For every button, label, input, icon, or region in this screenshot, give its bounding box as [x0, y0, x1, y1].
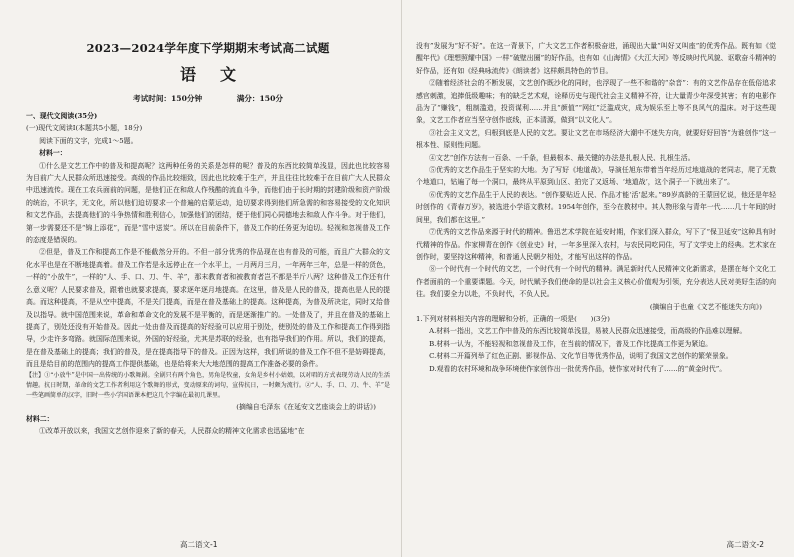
- material-1-source: (摘编自毛泽东《在延安文艺座谈会上的讲话》): [236, 402, 376, 411]
- material-2-paragraph-1: ①改革开放以来，我国文艺创作迎来了新的春天，人民群众的精神文化需求也迅猛地“在: [39, 427, 305, 436]
- question-1-option-c: C.材料二开篇列举了红色正剧、影视作品、文化节目等优秀作品，说明了我国文艺创作的繁荣景象。: [429, 352, 733, 361]
- exam-title: 2023—2024学年度下学期期末考试高二试题: [86, 41, 330, 55]
- section-heading: 一、现代文阅读(35分): [26, 112, 98, 120]
- reading-instruction: 阅读下面的文字，完成1～5题。: [39, 136, 138, 145]
- material-1-paragraph-2: ②但是，普及工作和提高工作是不能截然分开的。不但一部分优秀的作品现在也有普及的可能，而且广大群众的文化水平也是在不断地提高着。普及工作若是永远停止在一个水平上，一月两月三月，一年两年三年，总是一样的货色，一样的“小放牛”，一样的“人、手、口、刀、牛、羊”，那末教育者和被教育者岂不都是半斤八两？这种普及工作还有什么意义呢？人民要求普及，跟着也就要求提高，要求逐年逐月地提高。在这里，普及是人民的普及，提高也是人民的提高。而这种提高，不是从空中提高，不是关门提高，而是在普及基础上的提高。这种提高，为普及所决定，同时又给普及以指导。就中国范围来说，革命和革命文化的发展不是平衡的，而是逐渐推广的。一处普及了，并且在普及的基础上提高了，别处还没有开始普及。因此一处由普及而提高的好经验可以应用于别处，使别处的普及工作和提高工作得到指导，少走许多弯路。就国际范围来说，外国的好经验，尤其是苏联的经验，也有指导我们的作用。所以，我们的提高，是在普及基础上的提高；我们的普及，是在提高指导下的普及。正因为这样，我们所说的普及工作不但不是妨碍提高，而且是给目前的范围内的提高工作提供基础，也是给将来大大地范围的提高工作准备必要的条件。: [26, 248, 390, 369]
- material-1-label: 材料一：: [39, 149, 67, 158]
- material-2-paragraph-7: ⑦优秀的文艺作品来源于时代的精神。鲁迅艺术学院在延安时期，作家们深入群众，写下了“保卫延安”这种具有时代精神的作品。作家柳青在创作《创业史》时，一年多里深入农村，与农民同吃同住，写了文学史上的经典。艺术家在创作时，要坚持这种精神，和普通人民朝夕相处，才能写出这样的作品。: [416, 228, 776, 261]
- page-number-left: 高二语文-1: [180, 540, 218, 549]
- exam-time: 考试时间：150分钟: [133, 94, 203, 103]
- material-2-source: (摘编自于也童《文艺不能迷失方向》): [649, 302, 762, 311]
- material-2-paragraph-8: ⑧一个时代有一个时代的文艺，一个时代有一个时代的精神。满足新时代人民精神文化新需求，是摆在每个文化工作者面前的一个重要课题。今天，时代赋予我们使命的是以社会主义核心价值观为引领，充分表达人民对美好生活的向往。我们要全力以赴，不负时代，不负人民。: [416, 265, 776, 299]
- material-2-paragraph-3: ③社会主义文艺，归根到底是人民的文艺。要让文艺在市场经济大潮中不迷失方向，就要好好回答“为谁创作”这一根本性、原则性问题。: [416, 128, 776, 150]
- material-2-paragraph-1-cont: 没有”发展为“好不好”。在这一背景下，广大文艺工作者积极奋进，涌现出大量“叫好又叫座”的优秀作品。既有如《觉醒年代》《理想照耀中国》一样“破壁出圈”的好作品，也有如《山海情》《大江大河》等反映时代风貌、讴歌奋斗精神的好作品，还有如《经典咏流传》《朗读者》这样颇具特色的节目。: [416, 42, 776, 75]
- question-1-option-d: D.观看的农村环境和战争环境使作家创作出一批优秀作品，使作家对时代有了……的“黄金时代”。: [429, 364, 727, 373]
- right-page: [402, 0, 794, 557]
- footnote: 【注】①“小放牛”是中国一出传统的小歌舞剧。全剧只有两个角色，男角是牧童，女角是乡村小姑娘，以对唱的方式表现劳动人民的生活情趣。抗日时期，革命的文艺工作者利用这个歌舞的形式，变动原来的词句，宣传抗日，一时颇为流行。②“人、手、口、刀、牛、羊”是一些笔画简单的汉字，旧时一些小学国语课本把这几个字编在最初几课里。: [26, 371, 390, 399]
- material-2-label: 材料二：: [26, 414, 54, 423]
- subject-heading: 语文: [179, 65, 260, 84]
- question-1-option-a: A.材料一指出，文艺工作中普及的东西比较简单浅显，易被人民群众迅速接受，而高级的作品难以理解。: [429, 327, 747, 336]
- subsection-heading: (一)现代文阅读Ⅰ(本题共5小题，18分): [26, 124, 143, 133]
- question-1-option-b: B.材料一认为，不能轻视和忽视普及工作，在当前的情况下，普及工作比提高工作更为紧迫。: [429, 339, 712, 348]
- material-2-paragraph-5: ⑤优秀的文艺作品生于坚实的大地。为了写好《地道战》，导演任旭东带着当年经历过地道战的老同志，爬了无数个地道口，钻遍了每一个洞口，最终从平原到山区、拍完了又返场、‘地道战’，这个洞子一下就出来了”。: [416, 166, 776, 187]
- material-2-paragraph-2: ②随着经济社会的不断发展，文艺创作既沙化的同时，也浮现了一些不和谐的“杂音”：有的文艺作品存在低俗追求感官刺激，追捧低级趣味；有的缺乏艺术观，诠释历史与现代社会主义精神不符，让大量青少年深受其害；有的电影作品为了“赚钱”，粗制滥造，投资谋利……并且“颜值”“网红”泛滥成灾，成为娱乐至上等不良风气的温床。对于这些现象，文艺工作者应当坚守创作底线，正本清源，做到“以文化人”。: [416, 79, 776, 125]
- material-2-paragraph-6: ⑥优秀的文艺作品生于人民的表达。“创作要贴近人民、作品才能‘活’起来。”89岁高龄的王蒙回忆说，他还是年轻时创作的《青春万岁》，被选进小学语文教材。1954年创作，至今在教材中。其人物形象与青年一代……几十年间的时间里，我们都在这里。”: [416, 190, 776, 224]
- exam-score: 满分：150分: [236, 94, 283, 103]
- exam-meta: [26, 93, 390, 104]
- material-2-paragraph-4: ④文艺“创作方法有一百条、一千条，但最根本、最关键的办法是扎根人民、扎根生活。: [429, 153, 695, 162]
- question-1-stem: 1.下列对材料相关内容的理解和分析，正确的一项是( )(3分): [416, 314, 610, 323]
- page-number-right: 高二语文-2: [726, 540, 764, 549]
- material-1-paragraph-1: ①什么是文艺工作中的普及和提高呢？这两种任务的关系是怎样的呢？普及的东西比较简单浅显，因此也比较容易为目前广大人民群众所迅速接受。高级的作品比较细致，因此也比较难于生产，并且往往比较难于在目前广大人民群众中迅速流传。现在工农兵面前的问题，是他们正在和敌人作残酷的流血斗争，而他们由于长时期的封建阶级和资产阶级的统治，不识字，无文化，所以他们迫切要求一个普遍的启蒙运动，迫切要求得到他们所急需的和容易接受的文化知识和文艺作品，去提高他们的斗争热情和胜利信心，加强他们的团结，便于他们同心同德地去和敌人作斗争。对于他们，第一步需要还不是“锦上添花”，而是“雪中送炭”。所以在目前条件下，普及工作的任务更为迫切。轻视和忽视普及工作的态度是错误的。: [26, 161, 390, 245]
